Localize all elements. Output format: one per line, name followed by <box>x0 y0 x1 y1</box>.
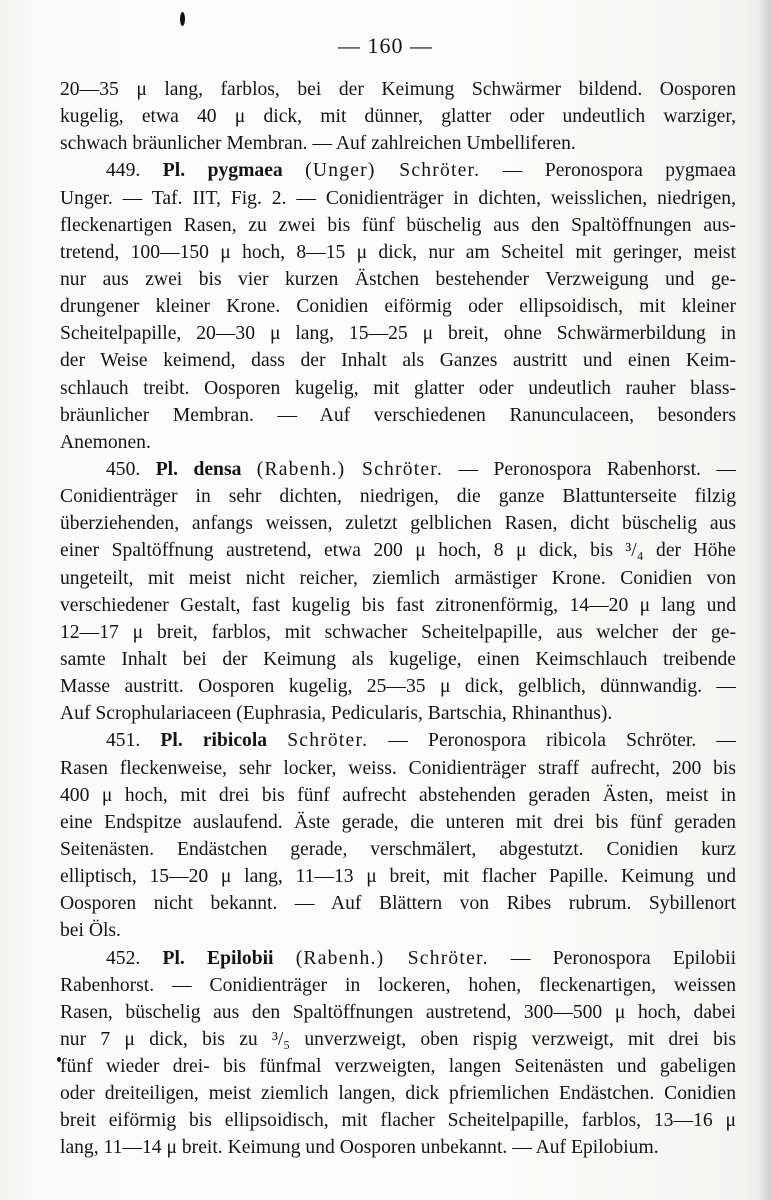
synonym-text: — Peronospora Epilobii <box>510 947 737 969</box>
text-line: Masse austritt. Oosporen kugelig, 25—35 μ dick, gelblich, dünnwandig. — <box>60 676 736 698</box>
text-line: lang, 11—14 μ breit. Keimung und Oosporen unbekannt. — Auf Epilobium. <box>60 1137 659 1159</box>
species-number: 452. <box>106 947 141 969</box>
page-number: — 160 — <box>338 33 433 58</box>
species-heading-line <box>60 157 736 184</box>
page-edge-shadow <box>757 0 771 1200</box>
genus-abbrev: Pl. <box>155 458 179 480</box>
author-citation: (Unger) Schröter. <box>305 160 481 182</box>
species-name: densa <box>193 458 242 480</box>
genus-abbrev: Pl. <box>162 947 185 969</box>
text-line: tretend, 100—150 μ hoch, 8—15 μ dick, nur am Scheitel mit geringer, meist <box>60 241 736 263</box>
text-line: samte Inhalt bei der Keimung als kugelige, einen Keimschlauch treibende <box>60 648 736 670</box>
text-line: Rasen fleckenweise, sehr locker, weiss. Conidienträger straff aufrecht, 200 bis <box>60 757 736 779</box>
text-line: ungeteilt, mit meist nicht reicher, ziemlich armästiger Krone. Conidien von <box>60 567 736 589</box>
text-line: elliptisch, 15—20 μ lang, 11—13 μ breit, mit flacher Papille. Keimung und <box>60 866 736 888</box>
ink-speck <box>180 12 185 26</box>
text-line: schlauch treibt. Oosporen kugelig, mit glatter oder undeutlich rauher blass- <box>60 377 736 399</box>
genus-abbrev: Pl. <box>162 160 186 182</box>
text-line: Rabenhorst. — Conidienträger in lockeren, hohen, fleckenartigen, weissen <box>60 974 736 996</box>
text-line: kugelig, etwa 40 μ dick, mit dünner, glatter oder undeutlich warziger, <box>60 106 736 128</box>
species-heading-line <box>60 945 736 972</box>
text-line: Unger. — Taf. IIT, Fig. 2. — Conidienträger in dichten, weisslichen, niedrigen, <box>60 187 736 209</box>
body-text <box>60 76 736 1162</box>
text-line: schwach bräunlicher Membran. — Auf zahlreichen Umbelliferen. <box>60 133 576 155</box>
text-line: einer Spaltöffnung austretend, etwa 200 μ hoch, 8 μ dick, bis ³/₄ der Höhe <box>60 540 736 562</box>
species-name: ribicola <box>202 730 268 752</box>
text-line: drungener kleiner Krone. Conidien eiförmig oder ellipsoidisch, mit kleiner <box>60 296 736 318</box>
text-line: der Weise keimend, dass der Inhalt als Ganzes austritt und einen Keim- <box>60 350 736 372</box>
text-line: 400 μ hoch, mit drei bis fünf aufrecht abstehenden geraden Ästen, meist in <box>60 784 736 806</box>
text-line: Auf Scrophulariaceen (Euphrasia, Pedicularis, Bartschia, Rhinanthus). <box>60 703 613 725</box>
text-line: bräunlicher Membran. — Auf verschiedenen Ranunculaceen, besonders <box>60 404 736 426</box>
author-citation: Schröter. <box>287 730 369 752</box>
species-number: 449. <box>106 160 141 182</box>
text-line: eine Endspitze auslaufend. Äste gerade, die unteren mit drei bis fünf geraden <box>60 811 736 833</box>
text-line: oder dreiteiligen, meist ziemlich langen, dick pfriemlichen Endästchen. Conidien <box>60 1083 736 1105</box>
text-line: Oosporen nicht bekannt. — Auf Blättern von Ribes rubrum. Sybillenort <box>60 893 736 915</box>
text-line: verschiedener Gestalt, fast kugelig bis fast zitronenförmig, 14—20 μ lang und <box>60 594 736 616</box>
text-line: überziehenden, anfangs weissen, zuletzt gelblichen Rasen, dicht büschelig aus <box>60 513 736 535</box>
author-citation: (Rabenh.) Schröter. <box>295 947 489 969</box>
species-number: 451. <box>106 730 141 752</box>
text-line: nur 7 μ dick, bis zu ³/₅ unverzweigt, oben rispig verzweigt, mit drei bis <box>60 1028 736 1050</box>
text-line: bei Öls. <box>60 920 121 942</box>
text-line: nur aus zwei bis vier kurzen Ästchen bestehender Verzweigung und ge- <box>60 268 736 290</box>
text-line: fünf wieder drei- bis fünfmal verzweigten, langen Seitenästen und gabeligen <box>60 1056 736 1078</box>
text-line: fleckenartigen Rasen, zu zwei bis fünf büschelig aus den Spaltöffnungen aus- <box>60 214 736 236</box>
species-name: Epilobii <box>207 947 274 969</box>
author-citation: (Rabenh.) Schröter. <box>256 458 444 480</box>
text-line: 12—17 μ breit, farblos, mit schwacher Scheitelpapille, aus welcher der ge- <box>60 621 736 643</box>
text-line: Anemonen. <box>60 431 151 453</box>
text-line: Seitenästen. Endästchen gerade, verschmälert, abgestutzt. Conidien kurz <box>60 838 736 860</box>
synonym-text: — Peronospora ribicola Schröter. — <box>388 730 736 752</box>
text-line: 20—35 μ lang, farblos, bei der Keimung Schwärmer bildend. Oosporen <box>60 79 736 100</box>
species-heading-line <box>60 456 736 483</box>
species-number: 450. <box>106 458 141 480</box>
text-line: Rasen, büschelig aus den Spaltöffnungen austretend, 300—500 μ hoch, dabei <box>60 1001 736 1023</box>
species-heading-line <box>60 727 736 754</box>
text-line: Conidienträger in sehr dichten, niedrigen, die ganze Blattunterseite filzig <box>60 486 736 508</box>
synonym-text: — Peronospora pygmaea <box>502 160 736 182</box>
species-name: pygmaea <box>207 160 283 182</box>
text-line: Scheitelpapille, 20—30 μ lang, 15—25 μ breit, ohne Schwärmerbildung in <box>60 323 736 345</box>
text-line: breit eiförmig bis ellipsoidisch, mit flacher Scheitelpapille, farblos, 13—16 μ <box>60 1110 736 1132</box>
genus-abbrev: Pl. <box>160 730 183 752</box>
synonym-text: — Peronospora Rabenhorst. — <box>458 458 736 480</box>
